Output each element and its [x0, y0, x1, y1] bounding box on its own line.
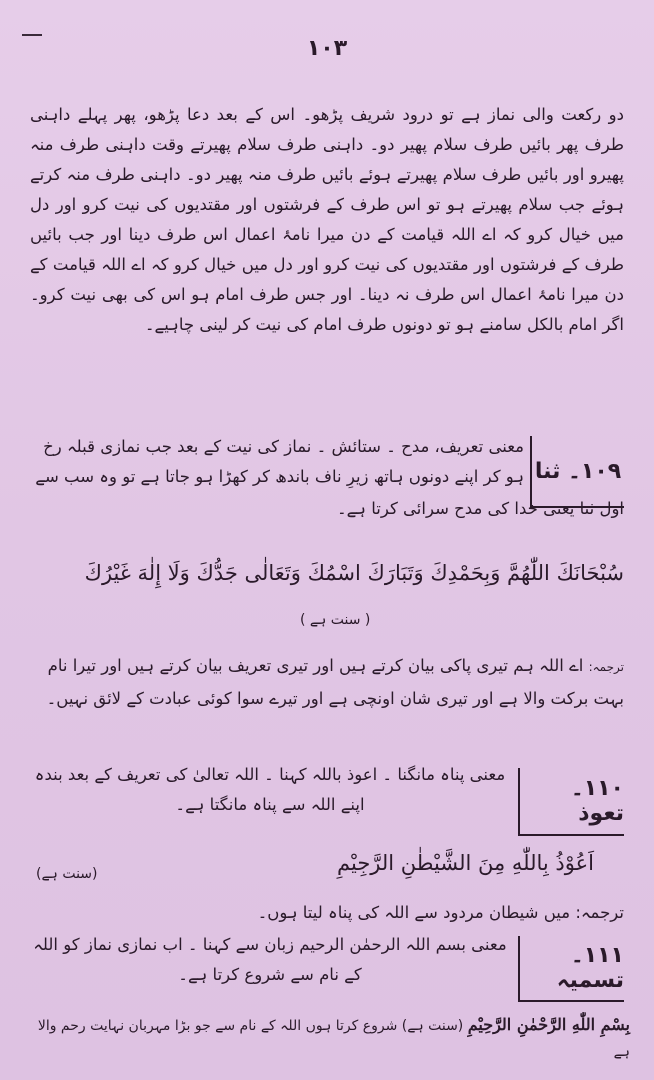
section-110-text: معنی پناہ مانگنا ۔ اعوذ باللہ کہنا ۔ اللہ تعالیٰ کی تعریف کے بعد بندہ اپنے اللہ سے پناہ مانگتا ہے۔ — [34, 765, 506, 814]
thana-arabic: سُبْحَانَكَ اللّٰهُمَّ وَبِحَمْدِكَ وَتَبَارَكَ اسْمُكَ وَتَعَالٰى جَدُّكَ وَلَا إِلٰهَ غَيْرُكَ — [84, 561, 624, 585]
section-109-thana — [30, 432, 624, 552]
section-111-text: معنی بسم اللہ الرحمٰن الرحیم زبان سے کہنا ۔ اب نمازی نماز کو اللہ کے نام سے شروع کرتا ہے۔ — [33, 935, 507, 984]
thana-sunnat-note: ( سنت ہے ) — [300, 612, 371, 628]
section-111-heading: ۱۱۱۔ تسمیہ — [518, 936, 624, 1002]
intro-paragraph: دو رکعت والی نماز ہے تو درود شریف پڑھو۔ اس کے بعد دعا پڑھو، پھر پہلے داہنی طرف پھر بائیں طرف سلام پھیر دو۔ داہنی طرف سلام پھیرتے وقت داہنی طرف منہ پھیرو اور بائیں طرف سلام پھیرتے ہوئے بائیں طرف منہ پھیر دو۔ داہنی طرف منہ کرتے ہوئے جب سلام پھیرتے ہو تو اس طرف کے فرشتوں اور مقتدیوں کی نیت کرو اور دل میں خیال کرو کہ اے اللہ قیامت کے دن میرا نامۂ اعمال اس طرف دینا اور جب بائیں طرف کے فرشتوں اور مقتدیوں کی نیت کرو اور دل میں خیال کرو کہ اے اللہ قیامت کے دن میرا نامۂ اعمال اس طرف نہ دینا۔ اور جس طرف امام ہو اس کی بھی نیت کرو۔ اگر امام بالکل سامنے ہو تو دونوں طرف امام کی نیت کر لینی چاہیے۔ — [30, 105, 624, 334]
section-110-taawwuz — [30, 760, 624, 840]
section-111-tasmiya — [30, 930, 624, 1010]
bismillah-translation: (سنت ہے) شروع کرتا ہوں اللہ کے نام سے جو بڑا مہربان نہایت رحم والا ہے — [37, 1018, 630, 1060]
translation-text: اے اللہ ہم تیری پاکی بیان کرتے ہیں اور تیری تعریف بیان کرتے ہیں اور تیرا نام بہت برکت والا ہے اور تیری شان اونچی ہے اور تیرے سوا کوئی عبادت کے لائق نہیں۔ — [46, 656, 624, 708]
page-number: ۱۰۳ — [306, 36, 348, 61]
taawwuz-sunnat-note: (سنت ہے) — [36, 866, 98, 882]
bismillah-arabic: بِسْمِ اللّٰهِ الرَّحْمٰنِ الرَّحِيْمِ — [467, 1015, 630, 1034]
section-109-text-continued: اول ثنا یعنی خدا کی مدح سرائی کرتا ہے۔ — [336, 499, 624, 518]
section-109-heading: ۱۰۹۔ ثنا — [530, 436, 624, 508]
bismillah-line — [24, 1012, 630, 1065]
taawwuz-translation: ترجمہ: میں شیطان مردود سے اللہ کی پناہ لیتا ہوں۔ — [257, 903, 624, 922]
section-109-text: معنی تعریف، مدح ۔ ستائش ۔ نماز کی نیت کے بعد جب نمازی قبلہ رخ ہو کر اپنے دونوں ہاتھ زیرِ ناف باندھ کر کھڑا ہو جاتا ہے تو وہ سب سے — [35, 437, 524, 486]
thana-translation — [30, 650, 624, 715]
translation-label: ترجمہ: — [588, 660, 624, 674]
section-110-heading: ۱۱۰۔ تعوذ — [518, 768, 624, 836]
taawwuz-arabic: اَعُوْذُ بِاللّٰهِ مِنَ الشَّيْطٰنِ الرَّجِيْمِ — [337, 851, 594, 875]
